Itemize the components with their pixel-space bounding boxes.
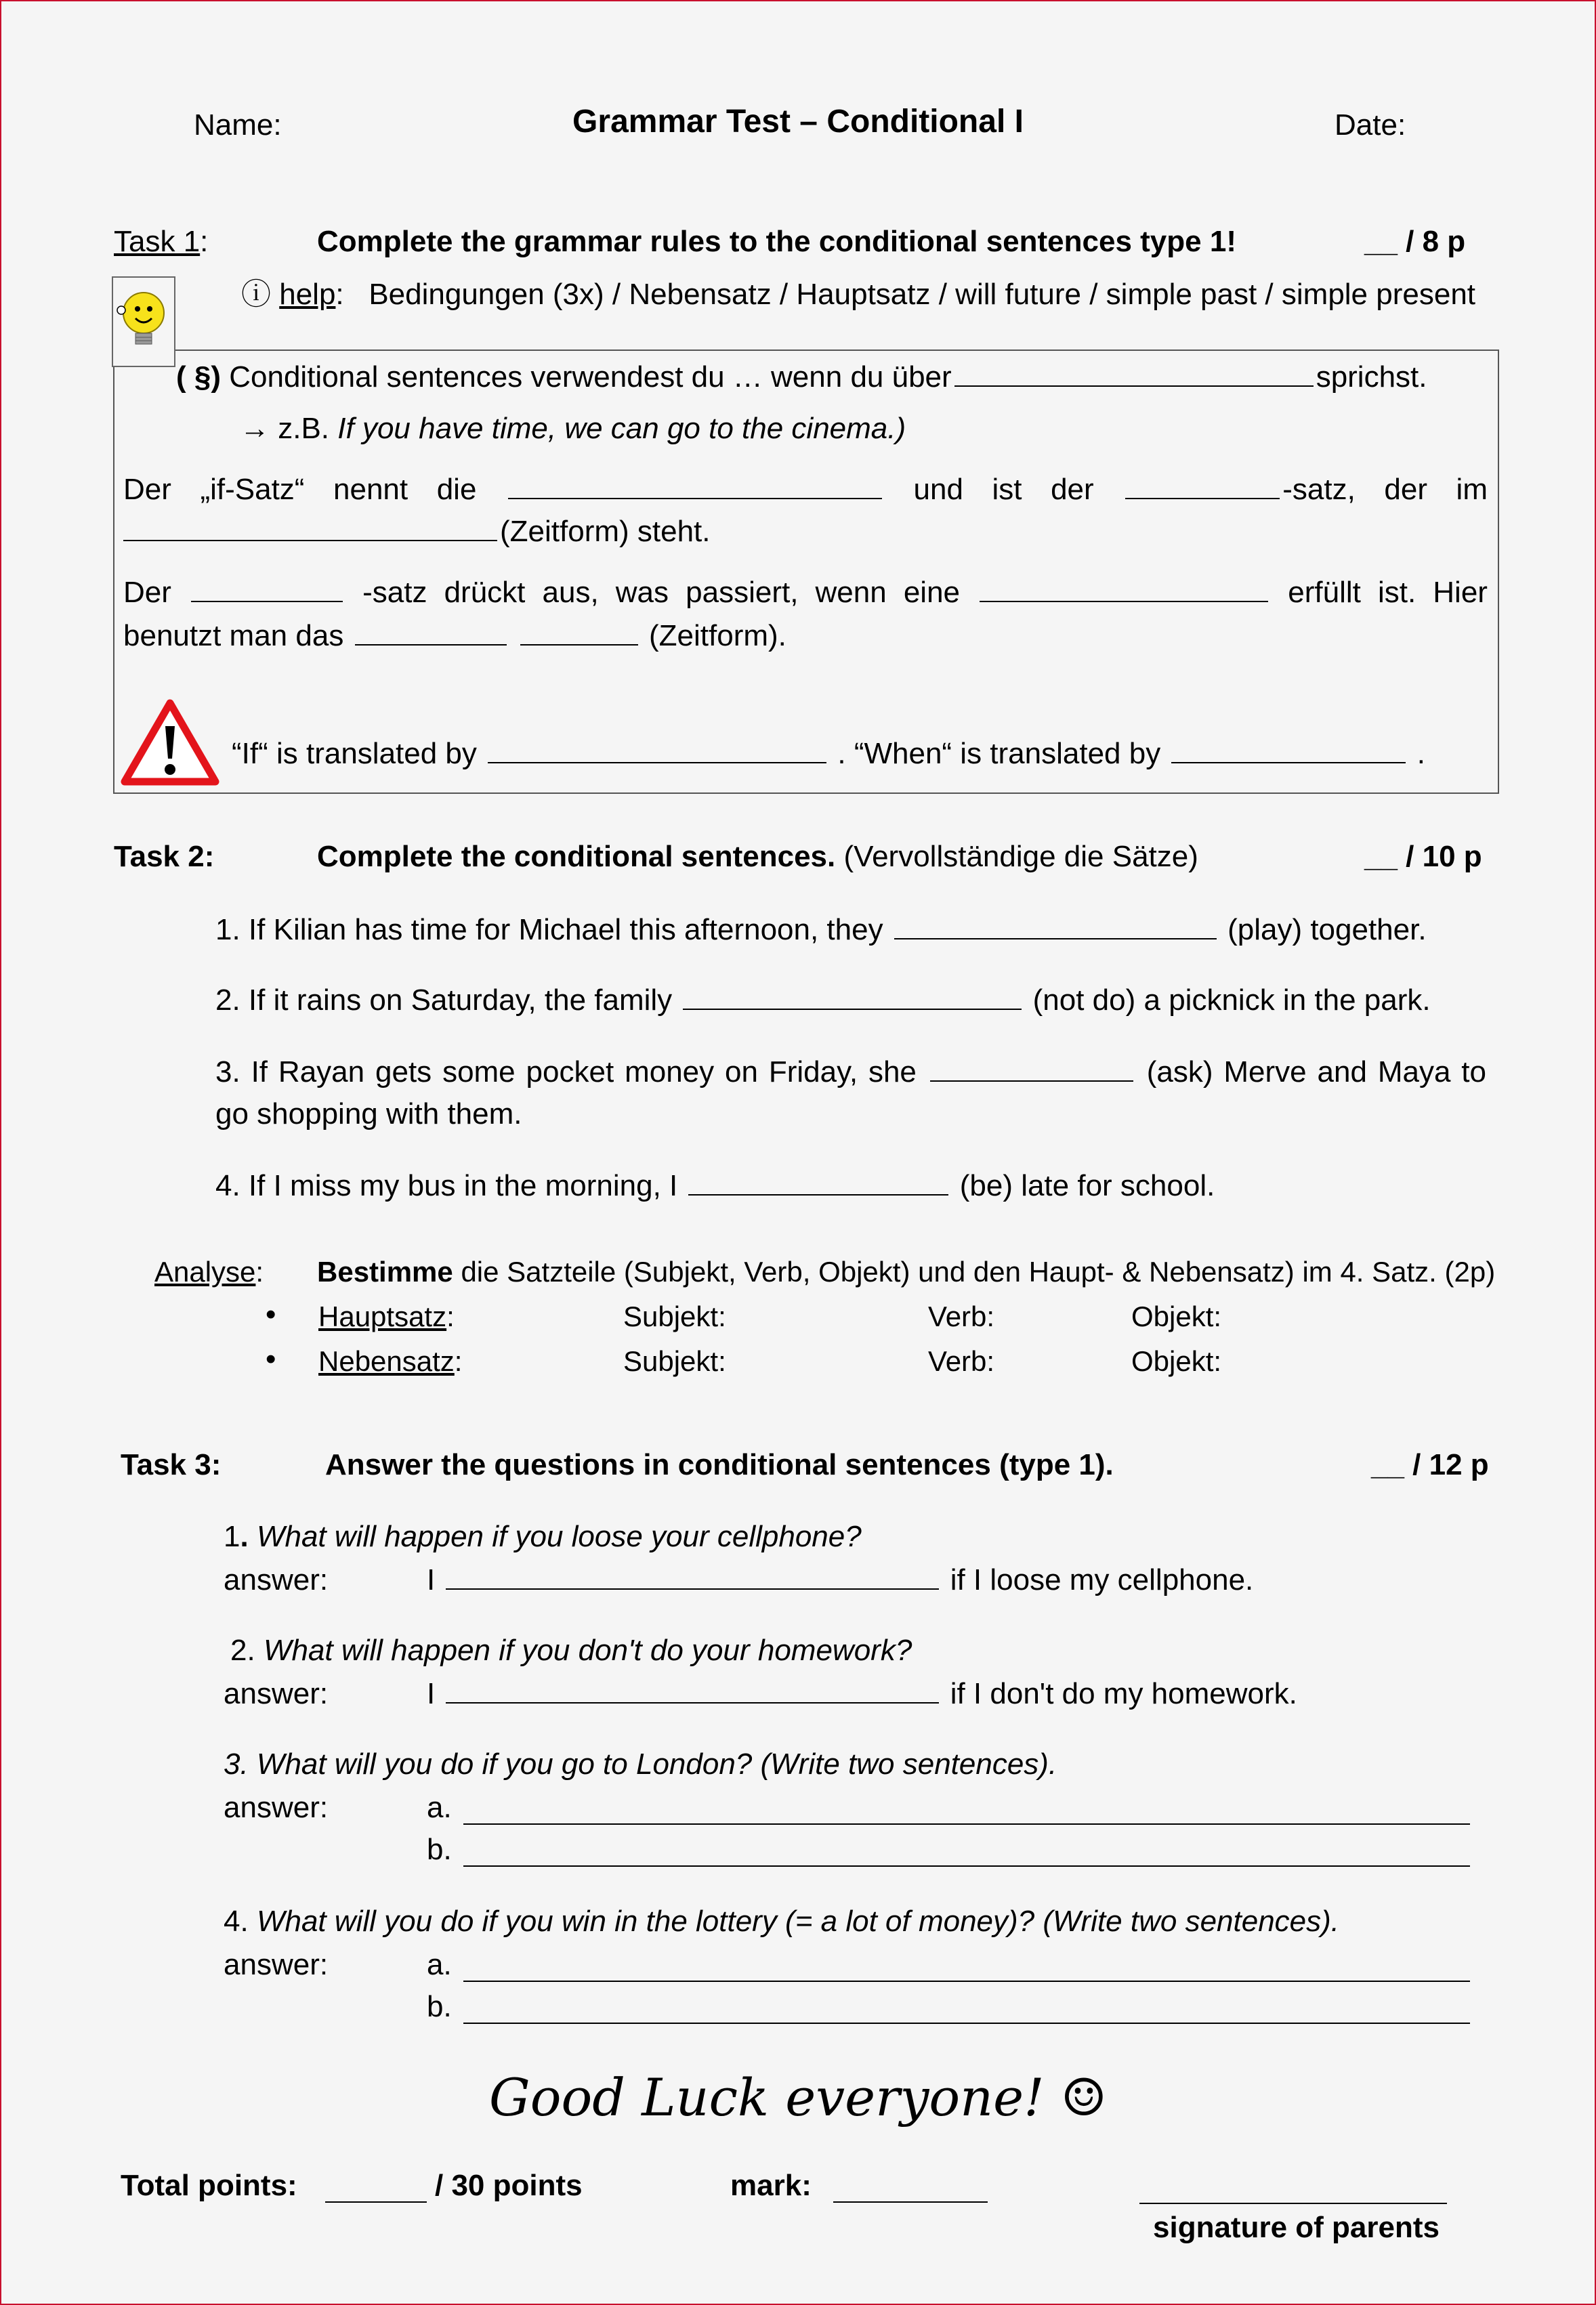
rule3-blank-2[interactable]	[980, 578, 1268, 602]
bullet-icon: •	[266, 1298, 276, 1331]
s1-blank[interactable]	[894, 915, 1217, 939]
task2-sentence-3: 3. If Rayan gets some pocket money on Friday, she (ask) Merve and Maya to	[215, 1055, 1487, 1088]
answer-label-3: answer:	[224, 1791, 329, 1824]
rule3-blank-3[interactable]	[355, 621, 507, 646]
task2-sentence-2: 2. If it rains on Saturday, the family (not do) a picknick in the park.	[215, 984, 1431, 1017]
hauptsatz-label: Hauptsatz:	[318, 1300, 455, 1332]
answer-2: I if I don't do my homework.	[427, 1677, 1297, 1710]
analyse-instruction: Bestimme die Satzteile (Subjekt, Verb, Objekt) und den Haupt- & Nebensatz) im 4. Satz. (2p)	[317, 1256, 1496, 1288]
question-3: 3. What will you do if you go to London? (Write two sentences).	[224, 1748, 1057, 1781]
question-2: 2. What will happen if you don't do your homework?	[230, 1634, 912, 1667]
hauptsatz-verb: Verb:	[928, 1300, 995, 1332]
s3-blank[interactable]	[930, 1057, 1133, 1082]
total-points-label: Total points:	[121, 2169, 297, 2202]
rule2-line2: (Zeitform) steht.	[123, 515, 711, 549]
task2-heading: Complete the conditional sentences. (Vervollständige die Sätze)	[317, 840, 1198, 873]
warning-triangle-icon	[121, 699, 219, 786]
hauptsatz-objekt: Objekt:	[1131, 1300, 1222, 1332]
answer-4b-label: b.	[427, 1990, 452, 2023]
rule1: ( §) Conditional sentences verwendest du … wenn du über sprichst.	[176, 360, 1427, 394]
rule2-blank-2[interactable]	[1125, 475, 1280, 499]
question-4: 4. What will you do if you win in the lottery (= a lot of money)? (Write two sentences).	[224, 1905, 1340, 1938]
task2-sentence-1: 1. If Kilian has time for Michael this afternoon, they (play) together.	[215, 913, 1427, 946]
task2-label: Task 2:	[114, 840, 215, 873]
s2-blank[interactable]	[683, 986, 1022, 1010]
task3-points: __ / 12 p	[1371, 1448, 1489, 1481]
task3-label: Task 3:	[121, 1448, 222, 1481]
answer-label-4: answer:	[224, 1948, 329, 1981]
hauptsatz-subjekt: Subjekt:	[623, 1300, 726, 1332]
rule3-line1: Der -satz drückt aus, was passiert, wenn eine erfüllt ist. Hier	[123, 576, 1488, 609]
lightbulb-icon	[113, 278, 174, 366]
task1-heading: Complete the grammar rules to the conditional sentences type 1!	[317, 225, 1236, 258]
mark-label: mark:	[730, 2169, 812, 2202]
total-points-blank[interactable]	[325, 2201, 427, 2203]
answer-label-2: answer:	[224, 1677, 329, 1710]
answer-3a-line[interactable]	[463, 1823, 1470, 1825]
info-icon: ⓘ	[241, 278, 271, 311]
answer-4b-line[interactable]	[463, 2023, 1470, 2024]
date-label: Date:	[1335, 108, 1406, 142]
signature-label: signature of parents	[1153, 2211, 1440, 2244]
answer-4a-label: a.	[427, 1948, 452, 1981]
analyse-label: Analyse:	[154, 1256, 264, 1288]
rule2-blank-3[interactable]	[123, 517, 497, 541]
good-luck-message: Good Luck everyone! ☺	[489, 2067, 1107, 2128]
nebensatz-objekt: Objekt:	[1131, 1345, 1222, 1377]
lightbulb-icon-box	[112, 276, 175, 367]
rule2-line1: Der „if-Satz“ nennt die und ist der -satz, der im	[123, 473, 1488, 506]
if-translation-blank[interactable]	[488, 739, 826, 763]
rule2-blank-1[interactable]	[508, 475, 882, 499]
question-1: 1. What will happen if you loose your cellphone?	[224, 1520, 862, 1553]
warning-text: “If“ is translated by . “When“ is translated by .	[232, 737, 1425, 770]
name-label: Name:	[194, 108, 282, 142]
rule3-line2: benutzt man das (Zeitform).	[123, 619, 786, 652]
mark-blank[interactable]	[833, 2201, 988, 2203]
total-points-value: / 30 points	[435, 2169, 583, 2202]
rule1-blank[interactable]	[954, 362, 1314, 387]
rule3-blank-4[interactable]	[520, 621, 638, 646]
when-translation-blank[interactable]	[1171, 739, 1406, 763]
task2-sentence-3-cont: go shopping with them.	[215, 1097, 522, 1130]
task1-label: Task 1:	[114, 225, 209, 258]
answer-3b-label: b.	[427, 1833, 452, 1866]
bullet-icon: •	[266, 1342, 276, 1376]
page-title: Grammar Test – Conditional I	[572, 104, 1024, 140]
rule3-blank-1[interactable]	[191, 578, 343, 602]
answer-2-blank[interactable]	[446, 1679, 939, 1704]
nebensatz-verb: Verb:	[928, 1345, 995, 1377]
s4-blank[interactable]	[688, 1171, 948, 1196]
task1-help: ⓘ help: Bedingungen (3x) / Nebensatz / Hauptsatz / will future / simple past / simple present	[241, 278, 1476, 311]
signature-line[interactable]	[1139, 2203, 1447, 2204]
answer-3b-line[interactable]	[463, 1865, 1470, 1867]
rule1-example: → z.B. If you have time, we can go to the cinema.)	[240, 412, 906, 445]
answer-1: I if I loose my cellphone.	[427, 1563, 1254, 1596]
task1-points: __ / 8 p	[1364, 225, 1466, 258]
nebensatz-subjekt: Subjekt:	[623, 1345, 726, 1377]
task2-sentence-4: 4. If I miss my bus in the morning, I (be) late for school.	[215, 1169, 1215, 1202]
task2-points: __ / 10 p	[1364, 840, 1482, 873]
nebensatz-label: Nebensatz:	[318, 1345, 463, 1377]
answer-3a-label: a.	[427, 1791, 452, 1824]
answer-4a-line[interactable]	[463, 1981, 1470, 1982]
answer-1-blank[interactable]	[446, 1565, 939, 1590]
answer-label-1: answer:	[224, 1563, 329, 1596]
task3-heading: Answer the questions in conditional sentences (type 1).	[325, 1448, 1114, 1481]
